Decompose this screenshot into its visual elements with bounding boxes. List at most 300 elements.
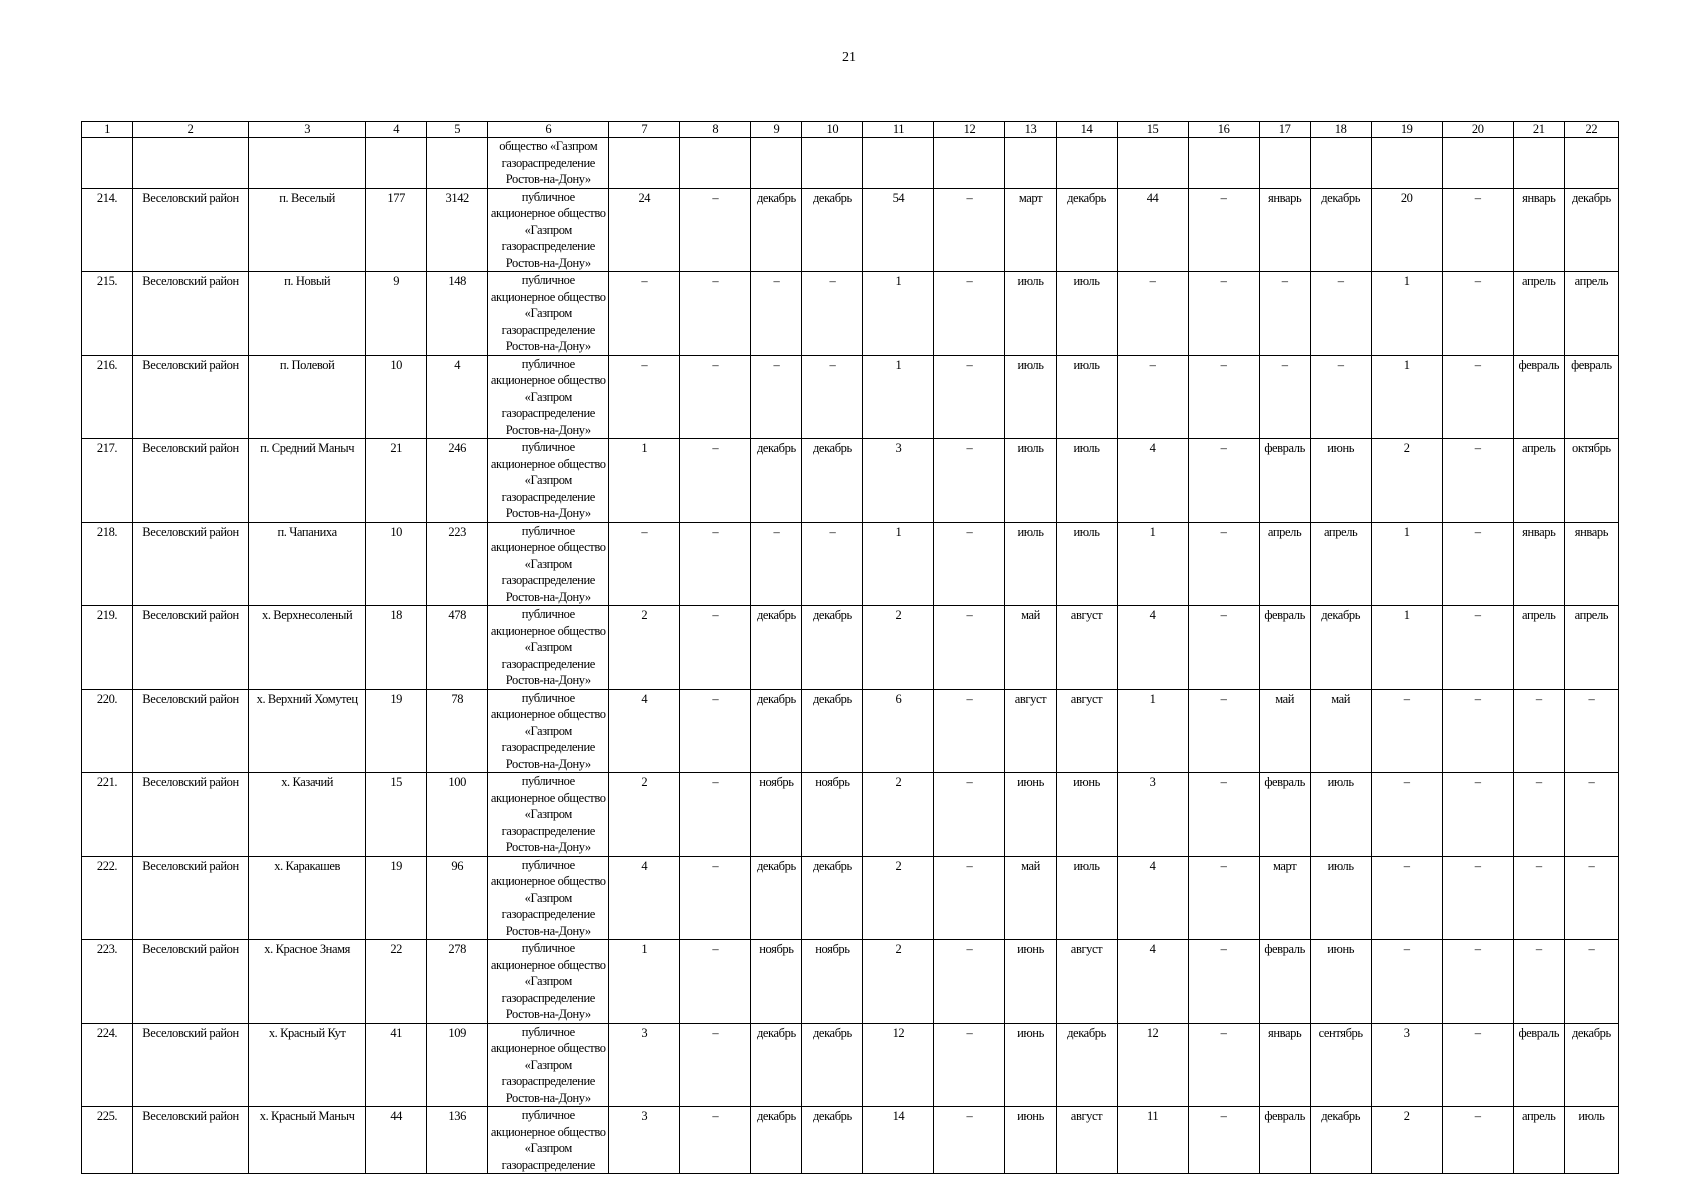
table-cell: – (934, 272, 1005, 356)
table-cell: – (934, 689, 1005, 773)
table-cell: – (802, 355, 863, 439)
table-cell: 223 (427, 522, 488, 606)
table-cell: 1 (609, 439, 680, 523)
table-cell: – (1564, 773, 1618, 857)
table-cell: – (751, 355, 802, 439)
table-cell: 246 (427, 439, 488, 523)
table-cell: 2 (1371, 1107, 1442, 1174)
table-cell: 4 (609, 856, 680, 940)
table-cell: декабрь (1564, 188, 1618, 272)
table-cell (1513, 138, 1564, 189)
table-cell: 9 (366, 272, 427, 356)
table-cell: апрель (1564, 272, 1618, 356)
table-cell: – (934, 439, 1005, 523)
table-cell: апрель (1513, 606, 1564, 690)
table-cell: декабрь (1056, 1023, 1117, 1107)
table-cell: декабрь (751, 689, 802, 773)
table-row (82, 1023, 1619, 1107)
table-cell: июль (1056, 439, 1117, 523)
table-cell: – (1188, 856, 1259, 940)
table-cell: 10 (366, 355, 427, 439)
table-cell: февраль (1259, 439, 1310, 523)
table-cell: апрель (1513, 439, 1564, 523)
table-cell: январь (1259, 1023, 1310, 1107)
column-number-cell: 13 (1005, 122, 1056, 138)
table-cell: – (1310, 355, 1371, 439)
table-cell: 24 (609, 188, 680, 272)
data-table (81, 121, 1619, 1174)
table-cell: – (1513, 689, 1564, 773)
table-cell: – (680, 272, 751, 356)
table-cell: – (1442, 272, 1513, 356)
column-number-cell: 14 (1056, 122, 1117, 138)
column-number-cell: 5 (427, 122, 488, 138)
table-cell: апрель (1564, 606, 1618, 690)
table-cell: 11 (1117, 1107, 1188, 1174)
table-cell: декабрь (1310, 606, 1371, 690)
table-cell: декабрь (751, 606, 802, 690)
table-cell: февраль (1259, 773, 1310, 857)
table-row (82, 272, 1619, 356)
table-cell: – (1513, 940, 1564, 1024)
column-number-cell: 15 (1117, 122, 1188, 138)
table-cell: – (1442, 1023, 1513, 1107)
table-cell: – (680, 856, 751, 940)
table-cell: 100 (427, 773, 488, 857)
table-cell: – (680, 773, 751, 857)
table-cell: декабрь (1310, 1107, 1371, 1174)
table-cell: ноябрь (802, 773, 863, 857)
table-cell: декабрь (802, 856, 863, 940)
table-cell: 1 (1117, 522, 1188, 606)
table-cell: – (1188, 689, 1259, 773)
table-row (82, 355, 1619, 439)
table-cell: Веселовский район (133, 773, 249, 857)
table-cell: апрель (1259, 522, 1310, 606)
table-cell: апрель (1513, 1107, 1564, 1174)
column-number-cell: 22 (1564, 122, 1618, 138)
table-cell: – (1188, 188, 1259, 272)
table-cell: июль (1310, 773, 1371, 857)
table-cell: июль (1056, 856, 1117, 940)
table-cell: 220. (82, 689, 133, 773)
table-cell: – (1371, 689, 1442, 773)
continuation-row (82, 138, 1619, 189)
table-cell: 1 (609, 940, 680, 1024)
table-cell: февраль (1513, 355, 1564, 439)
table-cell: 109 (427, 1023, 488, 1107)
table-cell (751, 138, 802, 189)
table-cell: публичное акционерное общество «Газпром газораспределение Ростов-на-Дону» (488, 1023, 609, 1107)
column-number-cell: 1 (82, 122, 133, 138)
table-cell: 54 (863, 188, 934, 272)
table-cell: – (1188, 1107, 1259, 1174)
table-cell (1564, 138, 1618, 189)
table-cell: апрель (1513, 272, 1564, 356)
table-cell: х. Верхний Хомутец (249, 689, 366, 773)
table-cell: 22 (366, 940, 427, 1024)
table-cell: – (1188, 1023, 1259, 1107)
table-cell: 219. (82, 606, 133, 690)
table-cell: 1 (1371, 355, 1442, 439)
table-cell: – (1442, 689, 1513, 773)
table-cell: 15 (366, 773, 427, 857)
table-cell: май (1259, 689, 1310, 773)
table-cell: декабрь (802, 1023, 863, 1107)
table-cell: – (680, 188, 751, 272)
table-cell: – (1564, 689, 1618, 773)
table-cell: 41 (366, 1023, 427, 1107)
column-number-cell: 21 (1513, 122, 1564, 138)
column-number-cell: 3 (249, 122, 366, 138)
table-cell: – (934, 1107, 1005, 1174)
table-cell: Веселовский район (133, 439, 249, 523)
table-cell: – (1117, 272, 1188, 356)
table-cell: – (1442, 439, 1513, 523)
column-number-cell: 6 (488, 122, 609, 138)
table-cell: – (751, 272, 802, 356)
table-cell: х. Красное Знамя (249, 940, 366, 1024)
table-cell: п. Чапаниха (249, 522, 366, 606)
table-cell: – (609, 272, 680, 356)
table-cell: 222. (82, 856, 133, 940)
table-cell: 3 (863, 439, 934, 523)
table-cell: публичное акционерное общество «Газпром газораспределение Ростов-на-Дону» (488, 188, 609, 272)
table-cell: декабрь (1564, 1023, 1618, 1107)
table-cell: март (1005, 188, 1056, 272)
table-cell: – (934, 606, 1005, 690)
table-cell: январь (1564, 522, 1618, 606)
table-cell: Веселовский район (133, 689, 249, 773)
table-cell: февраль (1564, 355, 1618, 439)
table-cell: 20 (1371, 188, 1442, 272)
table-row (82, 940, 1619, 1024)
table-cell: – (680, 522, 751, 606)
column-number-cell: 17 (1259, 122, 1310, 138)
table-cell: август (1056, 940, 1117, 1024)
table-cell: 21 (366, 439, 427, 523)
table-cell (1259, 138, 1310, 189)
table-cell: – (1442, 856, 1513, 940)
table-row (82, 1107, 1619, 1174)
table-cell: 44 (1117, 188, 1188, 272)
table-cell: декабрь (751, 1107, 802, 1174)
table-cell (863, 138, 934, 189)
table-cell: ноябрь (751, 940, 802, 1024)
table-cell: июль (1005, 272, 1056, 356)
table-cell (802, 138, 863, 189)
table-cell: 2 (863, 940, 934, 1024)
table-cell: 177 (366, 188, 427, 272)
table-cell: – (1442, 522, 1513, 606)
table-cell: февраль (1259, 606, 1310, 690)
table-cell: 1 (1371, 522, 1442, 606)
table-cell: июнь (1005, 940, 1056, 1024)
table-cell: 4 (1117, 606, 1188, 690)
table-cell: общество «Газпром газораспределение Ростов-на-Дону» (488, 138, 609, 189)
table-cell: ноябрь (751, 773, 802, 857)
table-cell: декабрь (751, 188, 802, 272)
table-row (82, 856, 1619, 940)
table-cell: апрель (1310, 522, 1371, 606)
table-cell (249, 138, 366, 189)
table-cell: январь (1259, 188, 1310, 272)
table-cell: – (802, 272, 863, 356)
table-cell: – (680, 355, 751, 439)
table-cell: ноябрь (802, 940, 863, 1024)
table-row (82, 689, 1619, 773)
table-cell: 44 (366, 1107, 427, 1174)
table-cell: 19 (366, 689, 427, 773)
table-cell: п. Полевой (249, 355, 366, 439)
table-cell: Веселовский район (133, 606, 249, 690)
table-cell: х. Красный Кут (249, 1023, 366, 1107)
table-cell: сентябрь (1310, 1023, 1371, 1107)
table-cell: 225. (82, 1107, 133, 1174)
table-cell: – (680, 606, 751, 690)
table-cell: – (1564, 940, 1618, 1024)
table-cell: декабрь (802, 1107, 863, 1174)
table-cell: 3 (1117, 773, 1188, 857)
column-number-cell: 10 (802, 122, 863, 138)
table-cell: декабрь (751, 439, 802, 523)
column-number-cell: 18 (1310, 122, 1371, 138)
table-cell: – (934, 856, 1005, 940)
table-cell: май (1005, 606, 1056, 690)
table-cell: декабрь (751, 1023, 802, 1107)
table-cell: 10 (366, 522, 427, 606)
table-cell: 148 (427, 272, 488, 356)
table-cell: 2 (609, 773, 680, 857)
table-cell: – (680, 439, 751, 523)
table-cell: – (609, 522, 680, 606)
table-cell (609, 138, 680, 189)
table-cell: Веселовский район (133, 940, 249, 1024)
table-cell (82, 138, 133, 189)
table-cell: Веселовский район (133, 1107, 249, 1174)
table-cell: публичное акционерное общество «Газпром газораспределение Ростов-на-Дону» (488, 940, 609, 1024)
table-cell: август (1056, 689, 1117, 773)
table-cell (1310, 138, 1371, 189)
table-cell: – (1371, 940, 1442, 1024)
table-cell: публичное акционерное общество «Газпром газораспределение Ростов-на-Дону» (488, 689, 609, 773)
table-cell: 2 (863, 856, 934, 940)
table-cell (1056, 138, 1117, 189)
column-number-cell: 19 (1371, 122, 1442, 138)
table-cell: – (1188, 606, 1259, 690)
table-cell (366, 138, 427, 189)
table-cell (1117, 138, 1188, 189)
table-cell (934, 138, 1005, 189)
table-cell: п. Веселый (249, 188, 366, 272)
table-cell: июнь (1310, 439, 1371, 523)
table-cell: – (1513, 773, 1564, 857)
table-cell: 18 (366, 606, 427, 690)
table-cell: публичное акционерное общество «Газпром газораспределение Ростов-на-Дону» (488, 522, 609, 606)
table-cell: Веселовский район (133, 188, 249, 272)
table-cell: 2 (863, 606, 934, 690)
table-cell: август (1005, 689, 1056, 773)
table-cell: публичное акционерное общество «Газпром газораспределение (488, 1107, 609, 1174)
table-cell: 4 (609, 689, 680, 773)
table-cell: – (934, 1023, 1005, 1107)
table-cell: – (751, 522, 802, 606)
table-cell: 214. (82, 188, 133, 272)
table-cell: 215. (82, 272, 133, 356)
table-cell: п. Новый (249, 272, 366, 356)
table-cell: – (934, 188, 1005, 272)
table-cell: 3 (1371, 1023, 1442, 1107)
table-cell: июнь (1310, 940, 1371, 1024)
table-cell: май (1005, 856, 1056, 940)
table-cell: 218. (82, 522, 133, 606)
table-cell: Веселовский район (133, 856, 249, 940)
table-cell: 2 (609, 606, 680, 690)
table-cell: июль (1310, 856, 1371, 940)
table-row (82, 773, 1619, 857)
table-cell: декабрь (802, 439, 863, 523)
table-row (82, 439, 1619, 523)
table-cell: июнь (1005, 1023, 1056, 1107)
table-cell: август (1056, 606, 1117, 690)
table-cell: – (802, 522, 863, 606)
table-cell: декабрь (802, 606, 863, 690)
table-row (82, 606, 1619, 690)
table-cell: х. Верхнесоленый (249, 606, 366, 690)
table-cell: – (1371, 773, 1442, 857)
table-cell: июль (1056, 355, 1117, 439)
table-cell: – (1371, 856, 1442, 940)
table-cell: – (1564, 856, 1618, 940)
table-cell: 3 (609, 1023, 680, 1107)
table-cell: Веселовский район (133, 1023, 249, 1107)
table-cell: 1 (863, 272, 934, 356)
table-cell: октябрь (1564, 439, 1618, 523)
table-cell: – (1188, 272, 1259, 356)
table-cell: – (680, 689, 751, 773)
table-cell: март (1259, 856, 1310, 940)
table-cell: публичное акционерное общество «Газпром газораспределение Ростов-на-Дону» (488, 272, 609, 356)
table-cell: 4 (1117, 940, 1188, 1024)
table-cell: июль (1056, 522, 1117, 606)
table-cell (427, 138, 488, 189)
page-number: 21 (842, 50, 856, 65)
column-number-cell: 7 (609, 122, 680, 138)
table-cell: – (1259, 272, 1310, 356)
table-row (82, 188, 1619, 272)
table-cell: 12 (863, 1023, 934, 1107)
table-cell: 1 (1371, 606, 1442, 690)
table-cell: х. Каракашев (249, 856, 366, 940)
table-cell: июль (1564, 1107, 1618, 1174)
table-cell: 1 (863, 522, 934, 606)
table-cell (1371, 138, 1442, 189)
table-cell (1442, 138, 1513, 189)
table-cell: Веселовский район (133, 522, 249, 606)
table-cell: – (680, 940, 751, 1024)
column-number-cell: 9 (751, 122, 802, 138)
table-cell: х. Красный Маныч (249, 1107, 366, 1174)
table-cell: июнь (1005, 1107, 1056, 1174)
column-number-cell: 4 (366, 122, 427, 138)
column-number-cell: 16 (1188, 122, 1259, 138)
table-cell: август (1056, 1107, 1117, 1174)
table-cell: февраль (1259, 1107, 1310, 1174)
table-cell: июнь (1005, 773, 1056, 857)
table-cell: 478 (427, 606, 488, 690)
table-cell: – (934, 522, 1005, 606)
table-cell: Веселовский район (133, 355, 249, 439)
column-number-row (82, 122, 1619, 138)
table-cell: – (1442, 940, 1513, 1024)
table-cell: 14 (863, 1107, 934, 1174)
table-cell: публичное акционерное общество «Газпром газораспределение Ростов-на-Дону» (488, 439, 609, 523)
table-cell: 223. (82, 940, 133, 1024)
table-cell: 224. (82, 1023, 133, 1107)
table-cell: январь (1513, 522, 1564, 606)
column-number-cell: 11 (863, 122, 934, 138)
table-cell: февраль (1259, 940, 1310, 1024)
table-cell: публичное акционерное общество «Газпром газораспределение Ростов-на-Дону» (488, 856, 609, 940)
table-cell: май (1310, 689, 1371, 773)
table-cell: – (934, 940, 1005, 1024)
table-cell: Веселовский район (133, 272, 249, 356)
table-cell: 96 (427, 856, 488, 940)
table-cell: декабрь (1310, 188, 1371, 272)
table-cell: декабрь (1056, 188, 1117, 272)
table-cell: июль (1005, 522, 1056, 606)
table-cell: – (934, 355, 1005, 439)
table-cell: 78 (427, 689, 488, 773)
table-cell: публичное акционерное общество «Газпром газораспределение Ростов-на-Дону» (488, 606, 609, 690)
table-cell: 4 (427, 355, 488, 439)
table-cell: 1 (1371, 272, 1442, 356)
table-cell: – (609, 355, 680, 439)
table-cell: 136 (427, 1107, 488, 1174)
column-number-cell: 12 (934, 122, 1005, 138)
table-cell: 278 (427, 940, 488, 1024)
table-cell: июль (1005, 355, 1056, 439)
table-row (82, 522, 1619, 606)
table-cell (133, 138, 249, 189)
table-cell: – (680, 1107, 751, 1174)
table-cell: январь (1513, 188, 1564, 272)
table-cell: – (1310, 272, 1371, 356)
table-cell: – (1188, 940, 1259, 1024)
table-cell: х. Казачий (249, 773, 366, 857)
table-cell: – (1259, 355, 1310, 439)
table-cell: – (1188, 522, 1259, 606)
table-cell: 2 (863, 773, 934, 857)
column-number-cell: 8 (680, 122, 751, 138)
table-cell: июль (1005, 439, 1056, 523)
table-cell: – (1117, 355, 1188, 439)
table-cell (680, 138, 751, 189)
table-cell: – (680, 1023, 751, 1107)
table-cell: 4 (1117, 439, 1188, 523)
table-cell: – (1442, 355, 1513, 439)
table-cell: февраль (1513, 1023, 1564, 1107)
table-cell: 1 (1117, 689, 1188, 773)
column-number-cell: 20 (1442, 122, 1513, 138)
table-cell: – (1513, 856, 1564, 940)
table-cell: п. Средний Маныч (249, 439, 366, 523)
table-cell: – (1442, 606, 1513, 690)
table-cell (1005, 138, 1056, 189)
table-cell: июль (1056, 272, 1117, 356)
table-cell: публичное акционерное общество «Газпром газораспределение Ростов-на-Дону» (488, 355, 609, 439)
table-cell: – (1442, 1107, 1513, 1174)
